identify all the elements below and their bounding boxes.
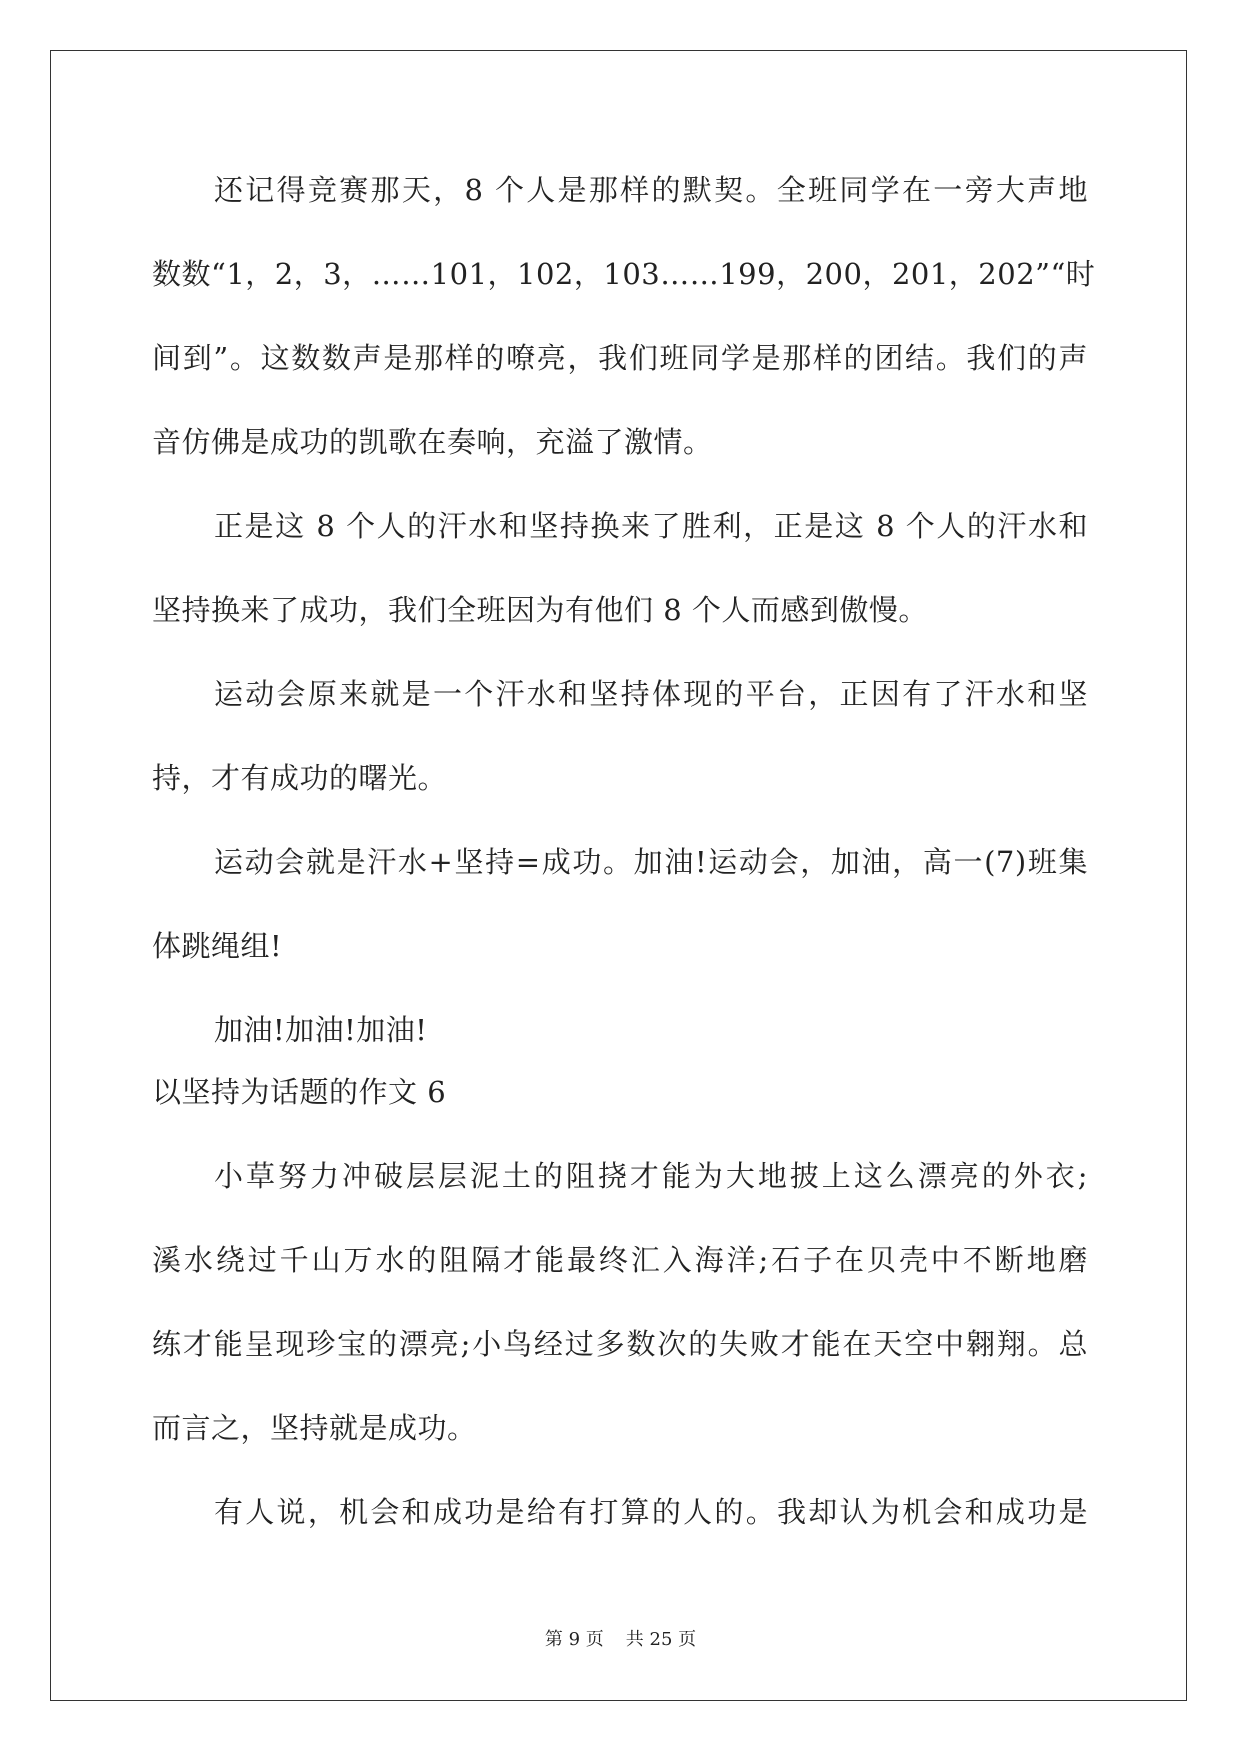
text-line: 音仿佛是成功的凯歌在奏响，充溢了激情。 [152, 425, 713, 459]
text-line: 正是这 8 个人的汗水和坚持换来了胜利，正是这 8 个人的汗水和 [214, 509, 1088, 543]
text-line: 溪水绕过千山万水的阻隔才能最终汇入海洋;石子在贝壳中不断地磨 [152, 1243, 1088, 1277]
text-line: 坚持换来了成功，我们全班因为有他们 8 个人而感到傲慢。 [152, 593, 928, 627]
page-number: 第 9 页 [544, 1629, 604, 1650]
text-line: 数数“1，2，3，……101，102，103……199，200，201，202”“时 [152, 257, 1096, 291]
text-line: 而言之，坚持就是成功。 [152, 1411, 477, 1445]
text-line: 有人说，机会和成功是给有打算的人的。我却认为机会和成功是 [214, 1495, 1088, 1529]
text-line: 运动会原来就是一个汗水和坚持体现的平台，正因有了汗水和坚 [214, 677, 1088, 711]
text-line: 小草努力冲破层层泥土的阻挠才能为大地披上这么漂亮的外衣; [214, 1159, 1088, 1193]
text-line: 还记得竞赛那天，8 个人是那样的默契。全班同学在一旁大声地 [214, 173, 1088, 207]
section-heading: 以坚持为话题的作文 6 [152, 1075, 447, 1109]
text-line: 间到”。这数数声是那样的嘹亮，我们班同学是那样的团结。我们的声 [152, 341, 1088, 375]
text-line: 持，才有成功的曙光。 [152, 761, 448, 795]
text-line: 体跳绳组! [152, 929, 283, 963]
page-total: 共 25 页 [625, 1629, 697, 1650]
text-line: 练才能呈现珍宝的漂亮;小鸟经过多数次的失败才能在天空中翱翔。总 [152, 1327, 1088, 1361]
text-line: 运动会就是汗水+坚持=成功。加油!运动会，加油，高一(7)班集 [214, 845, 1088, 879]
page-footer [0, 1628, 1241, 1652]
text-line: 加油!加油!加油! [214, 1013, 428, 1047]
